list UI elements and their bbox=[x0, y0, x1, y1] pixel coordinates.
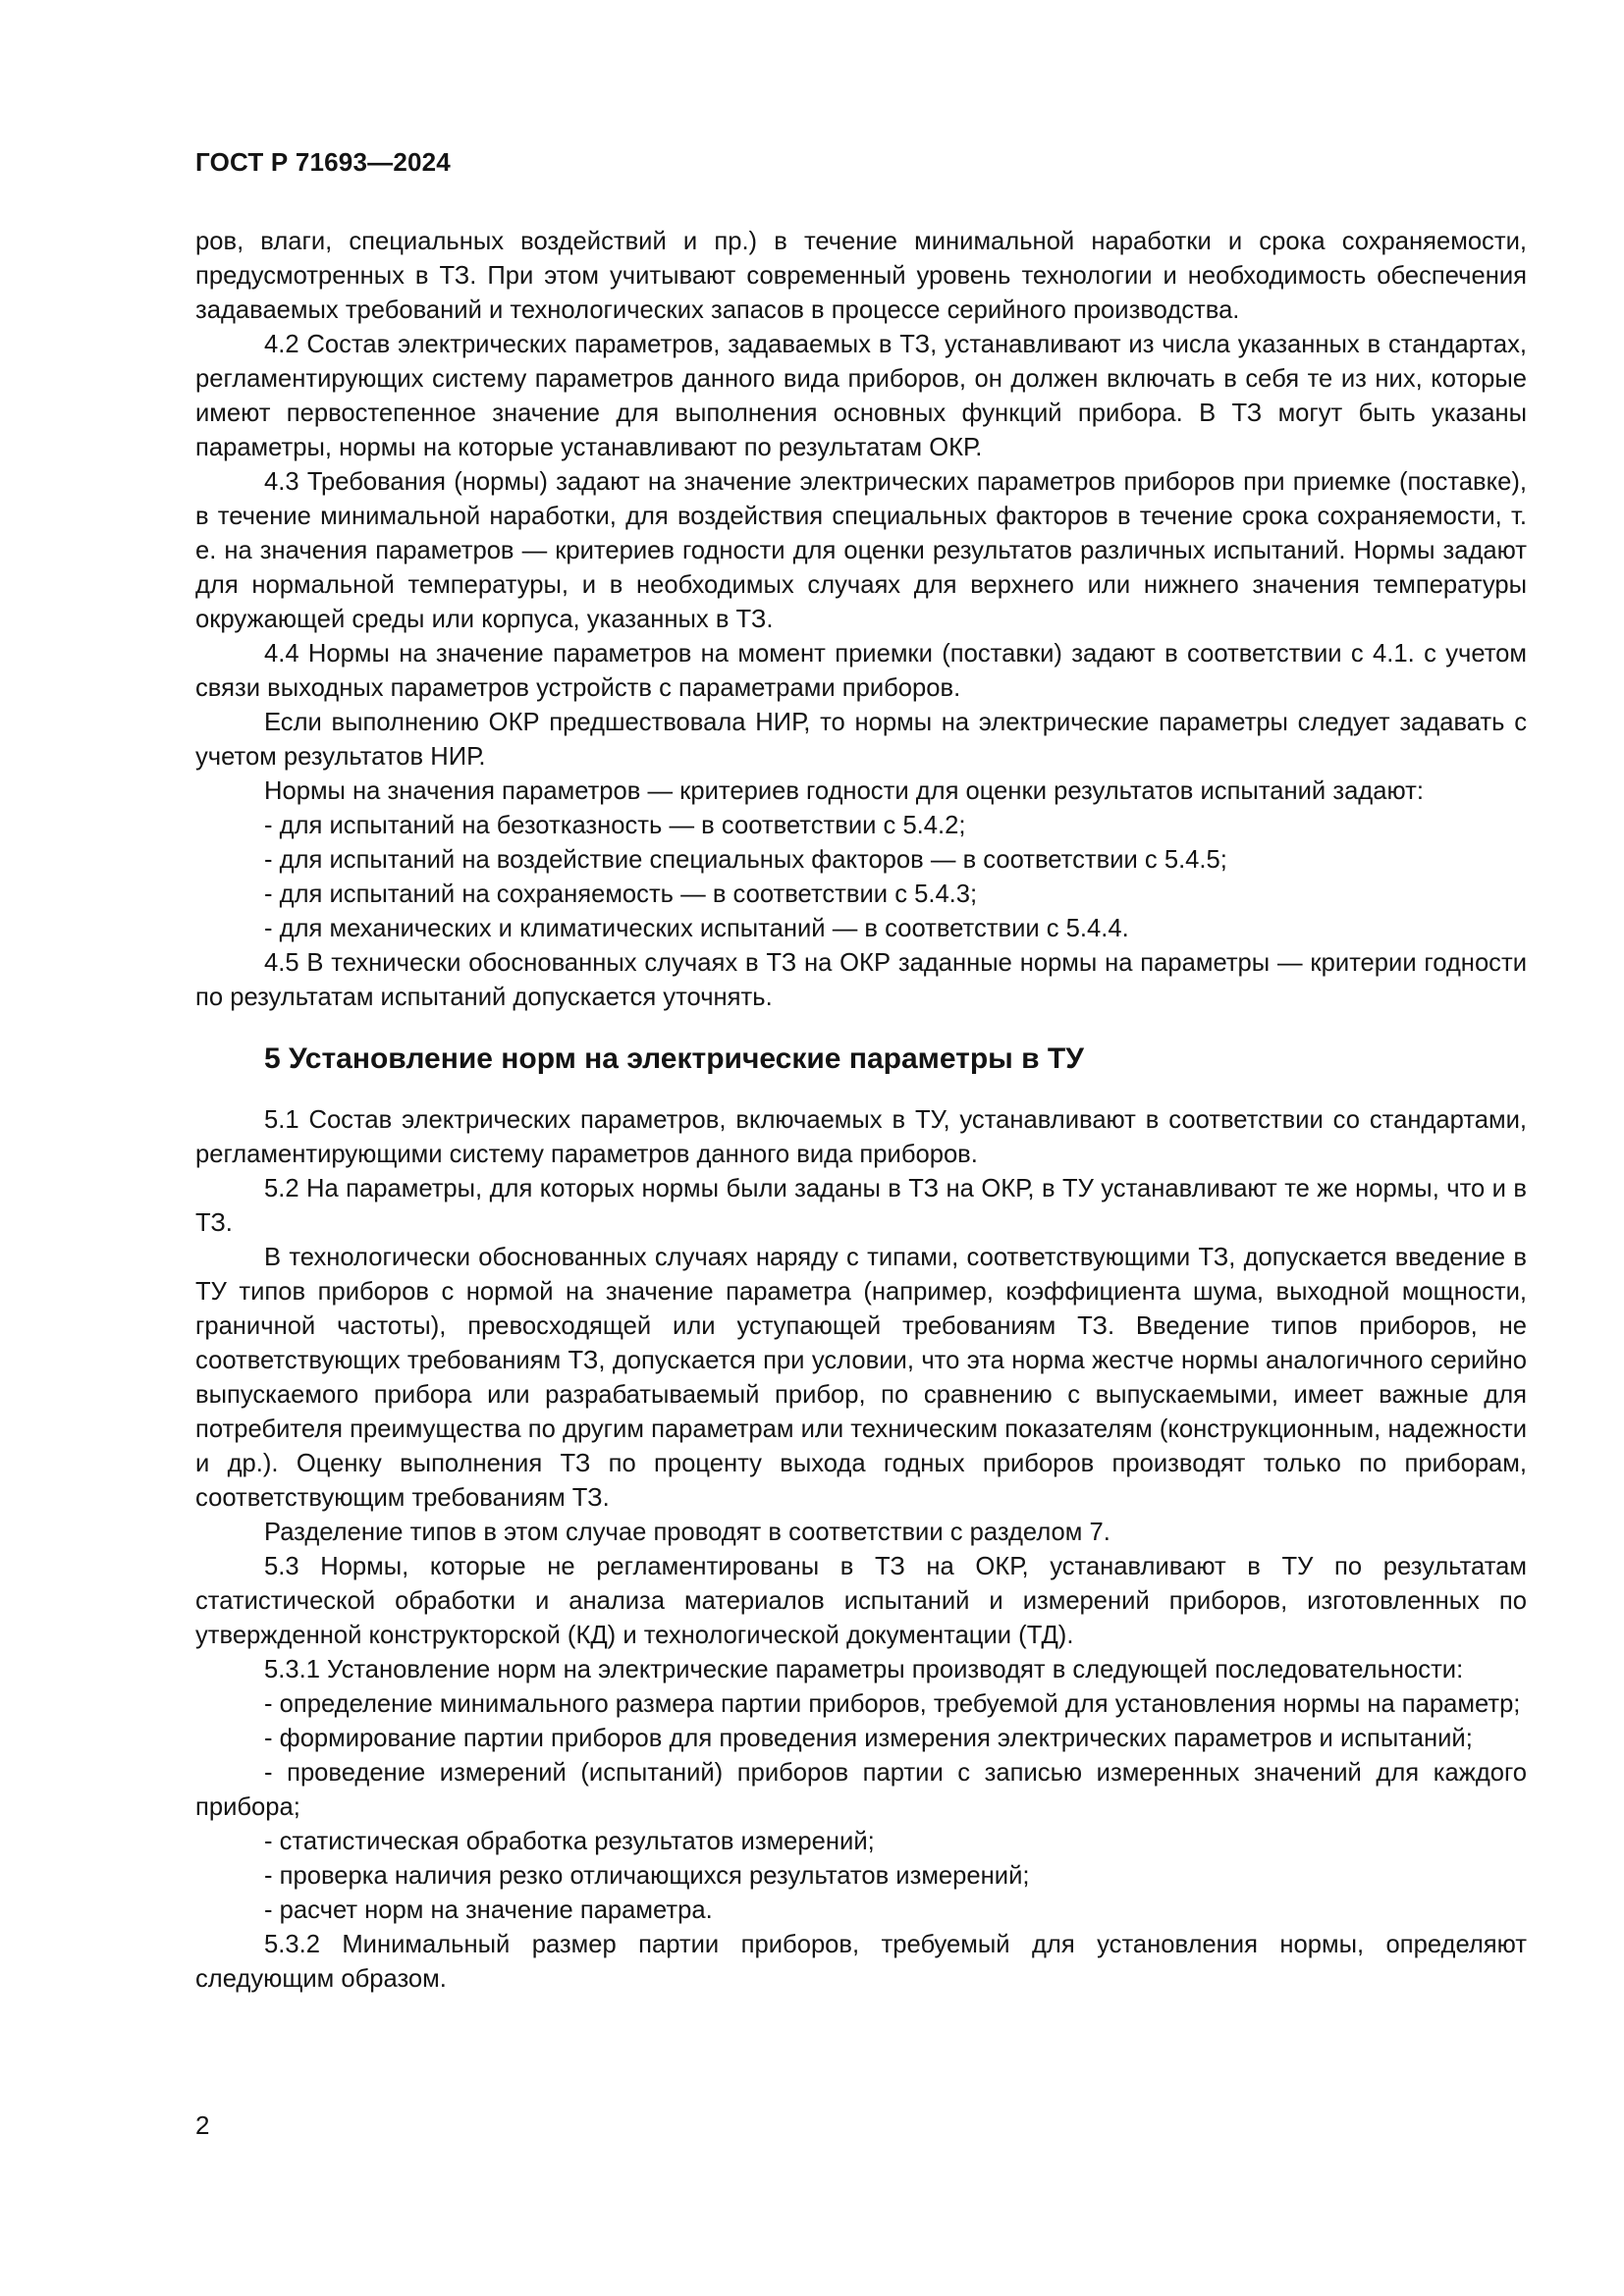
section-5-body bbox=[195, 1103, 1527, 1997]
list-item: - определение минимального размера партии приборов, требуемой для установления нормы на параметр; bbox=[264, 1690, 1521, 1718]
list-item: - проведение измерений (испытаний) приборов партии с записью измеренных значений для каждого прибора; bbox=[195, 1759, 1527, 1821]
paragraph-4-2: 4.2 Состав электрических параметров, задаваемых в ТЗ, устанавливают из числа указанных в стандартах, регламентирующих систему параметров данного вида приборов, он должен включать в себя те из них, которые имеют первостепенное значение для выполнения основных функций прибора. В ТЗ могут быть указаны параметры, нормы на которые устанавливают по результатам ОКР. bbox=[195, 331, 1527, 461]
paragraph-5-3-2: 5.3.2 Минимальный размер партии приборов, требуемый для установления нормы, определяют следующим образом. bbox=[195, 1931, 1527, 1993]
section-5-title: 5 Установление норм на электрические параметры в ТУ bbox=[264, 1042, 1084, 1075]
list-item: - для испытаний на сохраняемость — в соответствии с 5.4.3; bbox=[264, 881, 978, 908]
list-item: - проверка наличия резко отличающихся результатов измерений; bbox=[264, 1862, 1030, 1890]
standard-header: ГОСТ Р 71693—2024 bbox=[195, 147, 451, 177]
paragraph: Разделение типов в этом случае проводят в соответствии с разделом 7. bbox=[264, 1519, 1110, 1546]
list-item: - для механических и климатических испытаний — в соответствии с 5.4.4. bbox=[264, 915, 1129, 942]
list-item: - статистическая обработка результатов измерений; bbox=[264, 1828, 875, 1855]
section-4-continued bbox=[195, 225, 1527, 1015]
paragraph: ров, влаги, специальных воздействий и пр.) в течение минимальной наработки и срока сохраняемости, предусмотренных в ТЗ. При этом учитывают современный уровень технологии и необходимость обеспечения задаваемых требований и технологических запасов в процессе серийного производства. bbox=[195, 228, 1527, 324]
paragraph-4-3: 4.3 Требования (нормы) задают на значение электрических параметров приборов при приемке (поставке), в течение минимальной наработки, для воздействия специальных факторов в течение срока сохраняемости, т. е. на значения параметров — критериев годности для оценки результатов различных испытаний. Нормы задают для нормальной температуры, и в необходимых случаях для верхнего или нижнего значения температуры окружающей среды или корпуса, указанных в ТЗ. bbox=[195, 468, 1527, 633]
paragraph-5-3: 5.3 Нормы, которые не регламентированы в ТЗ на ОКР, устанавливают в ТУ по результатам статистической обработки и анализа материалов испытаний и измерений приборов, изготовленных по утвержденной конструкторской (КД) и технологической документации (ТД). bbox=[195, 1553, 1527, 1649]
paragraph: Нормы на значения параметров — критериев годности для оценки результатов испытаний задают: bbox=[264, 777, 1424, 805]
paragraph-5-3-1: 5.3.1 Установление норм на электрические параметры производят в следующей последовательности: bbox=[264, 1656, 1464, 1683]
list-item: - для испытаний на безотказность — в соответствии с 5.4.2; bbox=[264, 812, 966, 839]
paragraph: В технологически обоснованных случаях наряду с типами, соответствующими ТЗ, допускается введение в ТУ типов приборов с нормой на значение параметра (например, коэффициента шума, выходной мощности, граничной частоты), превосходящей или уступающей требованиям ТЗ. Введение типов приборов, не соответствующих требованиям ТЗ, допускается при условии, что эта норма жестче нормы аналогичного серийно выпускаемого прибора или разрабатываемый прибор, по сравнению с выпускаемыми, имеет важные для потребителя преимущества по другим параметрам или техническим показателям (конструкционным, надежности и др.). Оценку выполнения ТЗ по проценту выхода годных приборов производят только по приборам, соответствующим требованиям ТЗ. bbox=[195, 1244, 1527, 1512]
paragraph-4-5: 4.5 В технически обоснованных случаях в ТЗ на ОКР заданные нормы на параметры — критерии годности по результатам испытаний допускается уточнять. bbox=[195, 949, 1527, 1011]
paragraph-4-4: 4.4 Нормы на значение параметров на момент приемки (поставки) задают в соответствии с 4.1. с учетом связи выходных параметров устройств с параметрами приборов. bbox=[195, 640, 1527, 702]
list-item: - расчет норм на значение параметра. bbox=[264, 1896, 713, 1924]
list-item: - для испытаний на воздействие специальных факторов — в соответствии с 5.4.5; bbox=[264, 846, 1227, 874]
page-number: 2 bbox=[195, 2110, 210, 2140]
list-item: - формирование партии приборов для проведения измерения электрических параметров и испытаний; bbox=[264, 1725, 1473, 1752]
paragraph-5-1: 5.1 Состав электрических параметров, включаемых в ТУ, устанавливают в соответствии со стандартами, регламентирующими систему параметров данного вида приборов. bbox=[195, 1106, 1527, 1168]
paragraph-5-2: 5.2 На параметры, для которых нормы были заданы в ТЗ на ОКР, в ТУ устанавливают те же нормы, что и в ТЗ. bbox=[195, 1175, 1527, 1237]
paragraph: Если выполнению ОКР предшествовала НИР, то нормы на электрические параметры следует задавать с учетом результатов НИР. bbox=[195, 709, 1527, 771]
